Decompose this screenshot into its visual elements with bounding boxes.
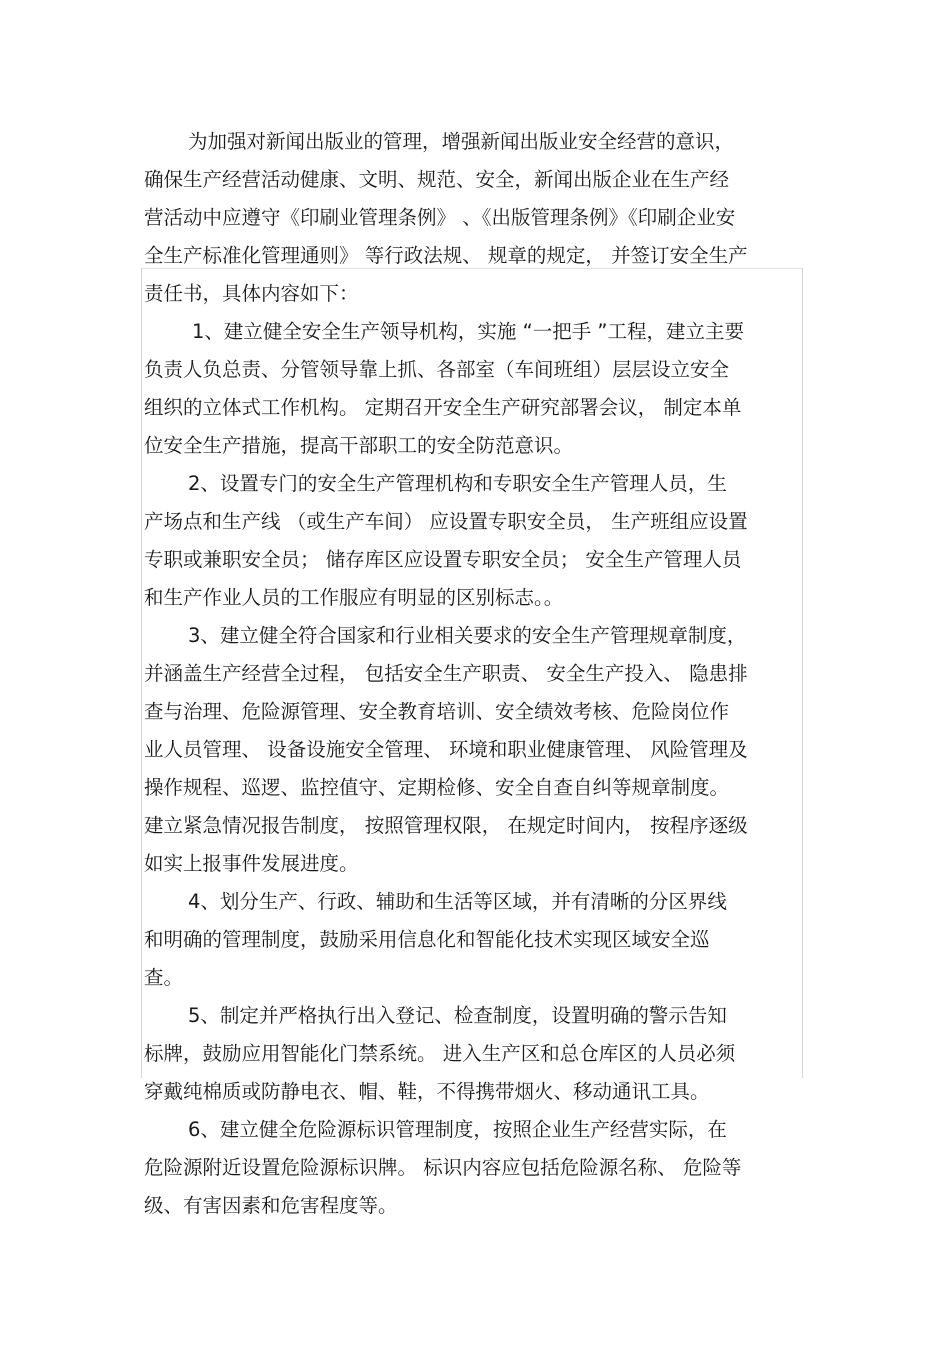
text-line: 6、建立健全危险源标识管理制度，按照企业生产经营实际，在 — [188, 1118, 727, 1141]
text-line: 全生产标准化管理通则》 等行政法规、 规章的规定， 并签订安全生产 — [144, 244, 748, 267]
text-line: 标牌，鼓励应用智能化门禁系统。 进入生产区和总仓库区的人员必须 — [144, 1042, 736, 1065]
text-line: 建立紧急情况报告制度， 按照管理权限， 在规定时间内， 按程序逐级 — [144, 814, 748, 837]
clause-3 — [144, 617, 804, 883]
text-line: 负责人负总责、分管领导靠上抓、各部室（车间班组）层层设立安全 — [144, 358, 730, 381]
clause-1 — [144, 313, 804, 465]
text-line: 1、建立健全安全生产领导机构，实施 “一把手 ”工程，建立主要 — [192, 320, 745, 343]
text-line: 位安全生产措施，提高干部职工的安全防范意识。 — [144, 434, 574, 457]
text-line: 如实上报事件发展进度。 — [144, 852, 359, 875]
text-line: 为加强对新闻出版业的管理，增强新闻出版业安全经营的意识， — [188, 130, 735, 153]
text-line: 责任书，具体内容如下： — [144, 282, 359, 305]
text-line: 专职或兼职安全员； 储存库区应设置专职安全员； 安全生产管理人员 — [144, 548, 742, 571]
text-line: 2、设置专门的安全生产管理机构和专职安全生产管理人员，生 — [188, 472, 727, 495]
clause-4 — [144, 883, 804, 997]
text-line: 操作规程、巡逻、监控值守、定期检修、安全自查自纠等规章制度。 — [144, 776, 730, 799]
text-line: 营活动中应遵守《印刷业管理条例》 、《出版管理条例》《印刷企业安 — [144, 206, 736, 229]
document-body — [144, 123, 804, 1225]
clause-6 — [144, 1111, 804, 1225]
text-line: 业人员管理、 设备设施安全管理、 环境和职业健康管理、 风险管理及 — [144, 738, 748, 761]
clause-5 — [144, 997, 804, 1111]
text-line: 5、制定并严格执行出入登记、检查制度，设置明确的警示告知 — [188, 1004, 727, 1027]
text-line: 穿戴纯棉质或防静电衣、帽、鞋，不得携带烟火、移动通讯工具。 — [144, 1080, 710, 1103]
text-line: 产场点和生产线 （或生产车间） 应设置专职安全员， 生产班组应设置 — [144, 510, 748, 533]
intro-paragraph — [144, 123, 804, 313]
text-line: 组织的立体式工作机构。 定期召开安全生产研究部署会议， 制定本单 — [144, 396, 742, 419]
text-line: 危险源附近设置危险源标识牌。 标识内容应包括危险源名称、 危险等 — [144, 1156, 742, 1179]
text-line: 确保生产经营活动健康、文明、规范、安全，新闻出版企业在生产经 — [144, 168, 730, 191]
text-line: 4、划分生产、行政、辅助和生活等区域，并有清晰的分区界线 — [188, 890, 727, 913]
text-line: 3、建立健全符合国家和行业相关要求的安全生产管理规章制度， — [188, 624, 747, 647]
text-line: 级、有害因素和危害程度等。 — [144, 1194, 398, 1217]
text-line: 和生产作业人员的工作服应有明显的区别标志。。 — [144, 586, 564, 609]
text-line: 查与治理、危险源管理、安全教育培训、安全绩效考核、危险岗位作 — [144, 700, 730, 723]
text-line: 查。 — [144, 966, 184, 989]
text-line: 并涵盖生产经营全过程， 包括安全生产职责、 安全生产投入、 隐患排 — [144, 662, 748, 685]
clause-2 — [144, 465, 804, 617]
text-line: 和明确的管理制度，鼓励采用信息化和智能化技术实现区域安全巡 — [144, 928, 710, 951]
